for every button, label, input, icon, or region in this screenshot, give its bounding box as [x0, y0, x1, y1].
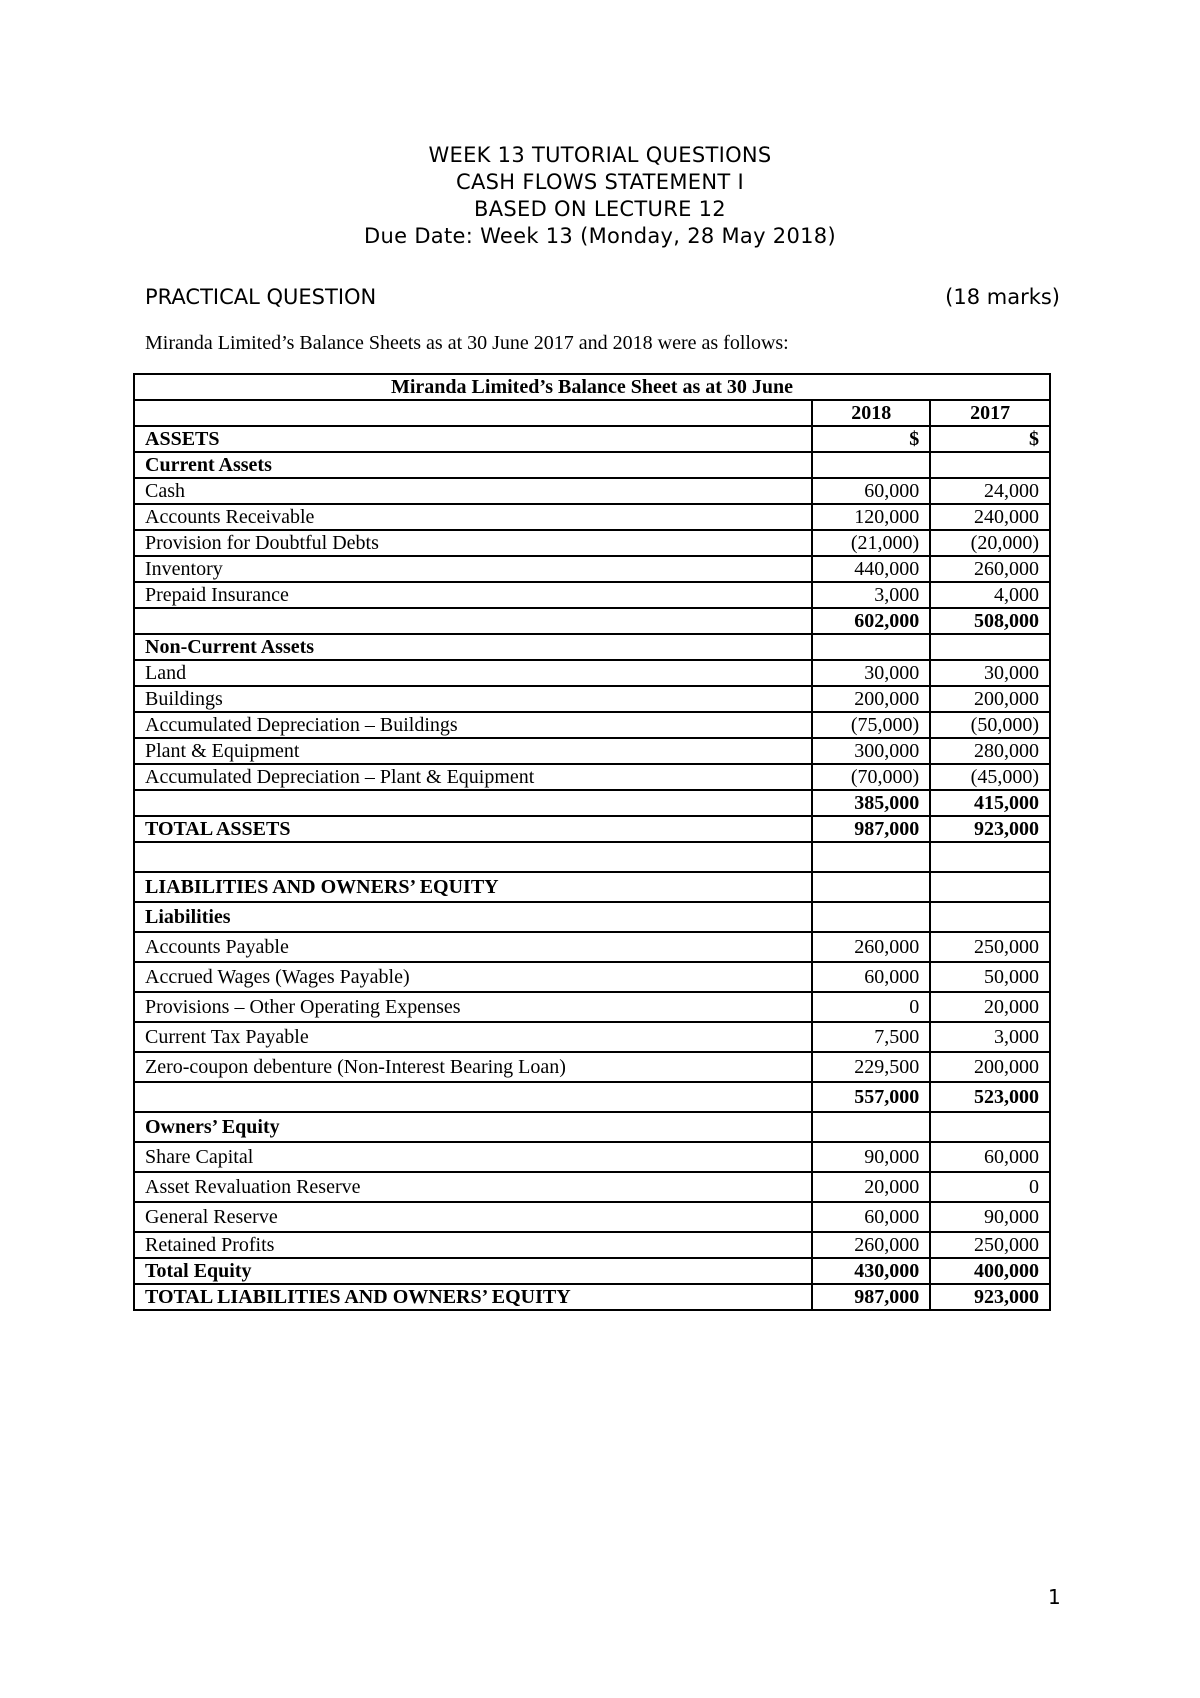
table-row [134, 1258, 1050, 1284]
value-2018 [812, 872, 930, 902]
value-2018: 440,000 [812, 556, 930, 582]
row-label: General Reserve [134, 1202, 812, 1232]
value-2017: 90,000 [930, 1202, 1050, 1232]
value-2018: 987,000 [812, 816, 930, 842]
value-2018: (21,000) [812, 530, 930, 556]
value-2018 [812, 452, 930, 478]
table-row [134, 1022, 1050, 1052]
value-2017: 240,000 [930, 504, 1050, 530]
value-2018: (70,000) [812, 764, 930, 790]
value-2018: 987,000 [812, 1284, 930, 1310]
table-row [134, 932, 1050, 962]
value-2018: 60,000 [812, 962, 930, 992]
row-label: Land [134, 660, 812, 686]
value-2018: 20,000 [812, 1172, 930, 1202]
table-row [134, 872, 1050, 902]
value-2017 [930, 634, 1050, 660]
table-row [134, 712, 1050, 738]
value-2017 [930, 902, 1050, 932]
table-row [134, 1082, 1050, 1112]
row-label: Current Tax Payable [134, 1022, 812, 1052]
table-row [134, 556, 1050, 582]
row-label [134, 1082, 812, 1112]
value-2017: 0 [930, 1172, 1050, 1202]
row-label: Plant & Equipment [134, 738, 812, 764]
value-2017: 24,000 [930, 478, 1050, 504]
value-2017: 60,000 [930, 1142, 1050, 1172]
row-label: Share Capital [134, 1142, 812, 1172]
question-title: PRACTICAL QUESTION [145, 285, 377, 309]
table-row [134, 582, 1050, 608]
value-2018: 430,000 [812, 1258, 930, 1284]
table-row [134, 764, 1050, 790]
table-row [134, 530, 1050, 556]
table-row [134, 608, 1050, 634]
row-label: Buildings [134, 686, 812, 712]
row-label: Accumulated Depreciation – Buildings [134, 712, 812, 738]
value-2017: 400,000 [930, 1258, 1050, 1284]
table-title-row [134, 374, 1050, 400]
value-2017: (20,000) [930, 530, 1050, 556]
table-row [134, 1284, 1050, 1310]
table-row [134, 660, 1050, 686]
title-line-1: WEEK 13 TUTORIAL QUESTIONS [428, 143, 772, 167]
row-label: Provision for Doubtful Debts [134, 530, 812, 556]
row-label: ASSETS [134, 426, 812, 452]
row-label: TOTAL ASSETS [134, 816, 812, 842]
year-2017-header: 2017 [930, 400, 1050, 426]
value-2017: 20,000 [930, 992, 1050, 1022]
value-2017: 30,000 [930, 660, 1050, 686]
value-2017: 4,000 [930, 582, 1050, 608]
value-2018 [812, 1112, 930, 1142]
value-2017: 923,000 [930, 1284, 1050, 1310]
table-row [134, 1172, 1050, 1202]
table-row [134, 842, 1050, 872]
value-2017: $ [930, 426, 1050, 452]
value-2017: 523,000 [930, 1082, 1050, 1112]
value-2018: 0 [812, 992, 930, 1022]
table-row [134, 426, 1050, 452]
question-marks: (18 marks) [945, 285, 1060, 309]
page-number: 1 [1048, 1585, 1061, 1609]
value-2018: $ [812, 426, 930, 452]
value-2018: 120,000 [812, 504, 930, 530]
row-label: Accounts Payable [134, 932, 812, 962]
row-label: Prepaid Insurance [134, 582, 812, 608]
row-label: TOTAL LIABILITIES AND OWNERS’ EQUITY [134, 1284, 812, 1310]
year-header-row [134, 400, 1050, 426]
table-row [134, 452, 1050, 478]
row-label [134, 842, 812, 872]
value-2018 [812, 634, 930, 660]
table-title: Miranda Limited’s Balance Sheet as at 30 June [134, 374, 1050, 400]
value-2017: 50,000 [930, 962, 1050, 992]
value-2017 [930, 1112, 1050, 1142]
row-label: Total Equity [134, 1258, 812, 1284]
value-2018: 557,000 [812, 1082, 930, 1112]
value-2017: 250,000 [930, 932, 1050, 962]
balance-sheet-table [133, 373, 1051, 1311]
row-label: Owners’ Equity [134, 1112, 812, 1142]
value-2017: 200,000 [930, 1052, 1050, 1082]
value-2018: 385,000 [812, 790, 930, 816]
table-row [134, 962, 1050, 992]
value-2018: 7,500 [812, 1022, 930, 1052]
row-label: LIABILITIES AND OWNERS’ EQUITY [134, 872, 812, 902]
practical-question-header [145, 285, 1060, 309]
title-line-2: CASH FLOWS STATEMENT I [456, 170, 744, 194]
value-2018: 30,000 [812, 660, 930, 686]
row-label: Accrued Wages (Wages Payable) [134, 962, 812, 992]
row-label: Non-Current Assets [134, 634, 812, 660]
value-2017 [930, 872, 1050, 902]
value-2017: (50,000) [930, 712, 1050, 738]
table-row [134, 1112, 1050, 1142]
row-label: Liabilities [134, 902, 812, 932]
value-2018: 200,000 [812, 686, 930, 712]
table-row [134, 478, 1050, 504]
value-2017: 260,000 [930, 556, 1050, 582]
value-2017: 200,000 [930, 686, 1050, 712]
due-date: Due Date: Week 13 (Monday, 28 May 2018) [364, 224, 836, 248]
row-label: Retained Profits [134, 1232, 812, 1258]
title-line-3: BASED ON LECTURE 12 [474, 197, 726, 221]
value-2018: 60,000 [812, 478, 930, 504]
year-2018-header: 2018 [812, 400, 930, 426]
title-block [0, 142, 1200, 250]
table-row [134, 738, 1050, 764]
table-row [134, 992, 1050, 1022]
table-row [134, 816, 1050, 842]
value-2017: 3,000 [930, 1022, 1050, 1052]
value-2018: 3,000 [812, 582, 930, 608]
value-2018 [812, 902, 930, 932]
value-2018: 602,000 [812, 608, 930, 634]
table-row [134, 1052, 1050, 1082]
row-label: Asset Revaluation Reserve [134, 1172, 812, 1202]
row-label: Zero-coupon debenture (Non-Interest Bearing Loan) [134, 1052, 812, 1082]
value-2017 [930, 842, 1050, 872]
row-label [134, 790, 812, 816]
row-label [134, 608, 812, 634]
table-row [134, 1142, 1050, 1172]
value-2018: 260,000 [812, 932, 930, 962]
row-label: Provisions – Other Operating Expenses [134, 992, 812, 1022]
table-row [134, 902, 1050, 932]
value-2017: 250,000 [930, 1232, 1050, 1258]
value-2017: 508,000 [930, 608, 1050, 634]
value-2018: 90,000 [812, 1142, 930, 1172]
table-row [134, 504, 1050, 530]
table-row [134, 634, 1050, 660]
value-2017: (45,000) [930, 764, 1050, 790]
value-2018: (75,000) [812, 712, 930, 738]
value-2017: 280,000 [930, 738, 1050, 764]
table-row [134, 1232, 1050, 1258]
row-label: Accounts Receivable [134, 504, 812, 530]
row-label: Cash [134, 478, 812, 504]
row-label: Current Assets [134, 452, 812, 478]
value-2018: 229,500 [812, 1052, 930, 1082]
value-2018: 260,000 [812, 1232, 930, 1258]
value-2018 [812, 842, 930, 872]
year-header-blank [134, 400, 812, 426]
question-intro: Miranda Limited’s Balance Sheets as at 30 June 2017 and 2018 were as follows: [145, 332, 789, 354]
value-2018: 300,000 [812, 738, 930, 764]
table-row [134, 1202, 1050, 1232]
table-row [134, 686, 1050, 712]
value-2018: 60,000 [812, 1202, 930, 1232]
row-label: Inventory [134, 556, 812, 582]
row-label: Accumulated Depreciation – Plant & Equipment [134, 764, 812, 790]
value-2017: 415,000 [930, 790, 1050, 816]
value-2017: 923,000 [930, 816, 1050, 842]
value-2017 [930, 452, 1050, 478]
table-row [134, 790, 1050, 816]
